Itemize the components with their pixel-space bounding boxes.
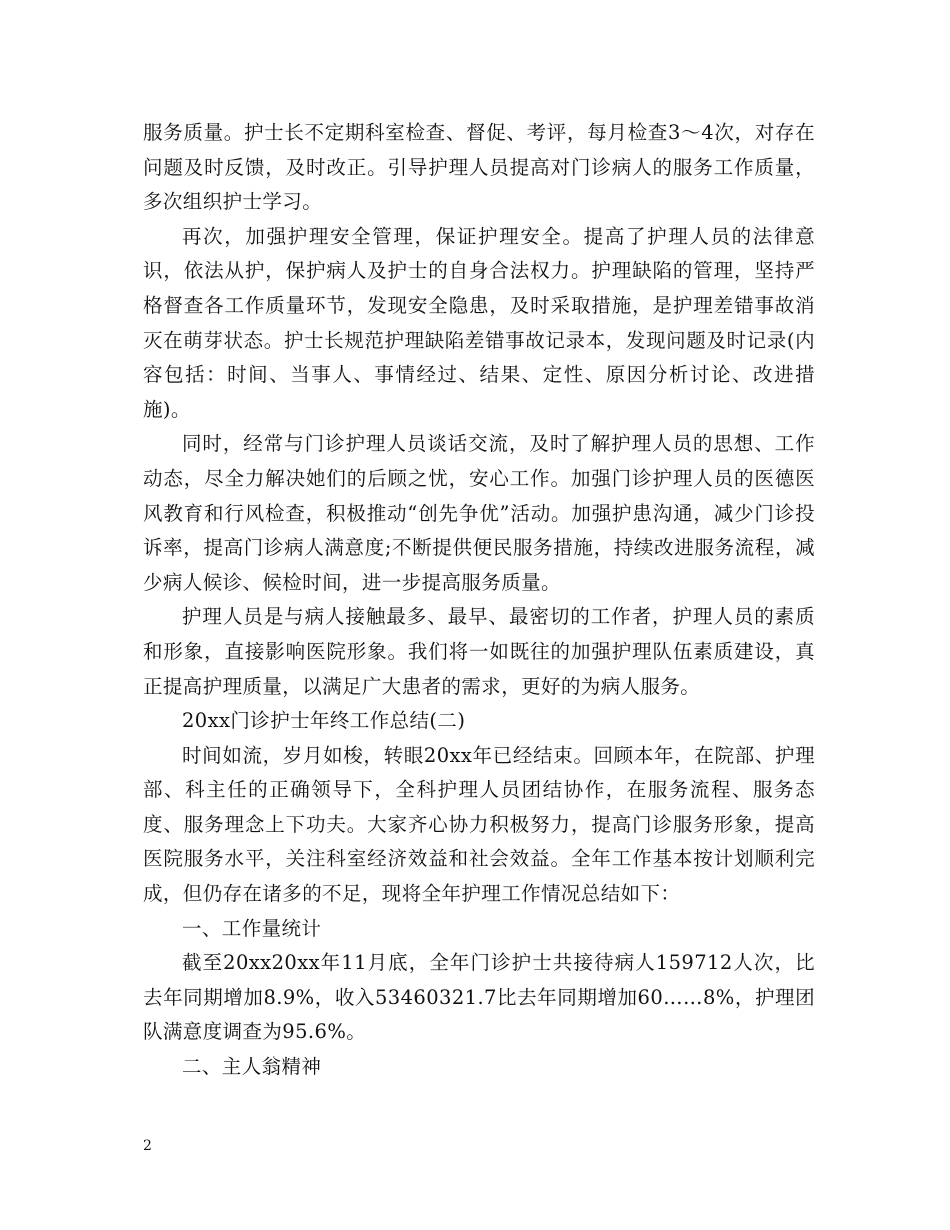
page-number: 2 [143,1138,152,1154]
paragraph-workload-figures: 截至20xx20xx年11月底，全年门诊护士共接待病人159712人次，比去年同期增加8.9%，收入53460321.7比去年同期增加60……8%，护理团队满意度调查为95.6%。 [143,951,815,1044]
heading-ownership-spirit: 二、主人翁精神 [182,1055,322,1079]
heading-workload-statistics: 一、工作量统计 [182,916,322,940]
paragraph-safety-management: 再次，加强护理安全管理，保证护理安全。提高了护理人员的法律意识，依法从护，保护病人及护士的自身合法权力。护理缺陷的管理，坚持严格督查各工作质量环节，发现安全隐患，及时采取措施，是护理差错事故消灭在萌芽状态。护士长规范护理缺陷差错事故记录本，发现问题及时记录(内容包括：时间、当事人、事情经过、结果、定性、原因分析讨论、改进措施)。 [143,224,815,421]
paragraph-communication: 同时，经常与门诊护理人员谈话交流，及时了解护理人员的思想、工作动态，尽全力解决她们的后顾之忧，安心工作。加强门诊护理人员的医德医风教育和行风检查，积极推动“创先争优”活动。加强护患沟通，减少门诊投诉率，提高门诊病人满意度;不断提供便民服务措施，持续改进服务流程，减少病人候诊、候检时间，进一步提高服务质量。 [143,432,815,594]
document-body [143,116,815,1085]
paragraph-service-quality: 服务质量。护士长不定期科室检查、督促、考评，每月检查3～4次，对存在问题及时反馈，及时改正。引导护理人员提高对门诊病人的服务工作质量，多次组织护士学习。 [143,121,815,214]
paragraph-staff-quality: 护理人员是与病人接触最多、最早、最密切的工作者，护理人员的素质和形象，直接影响医院形象。我们将一如既往的加强护理队伍素质建设，真正提高护理质量，以满足广大患者的需求，更好的为病人服务。 [143,605,815,698]
paragraph-year-review: 时间如流，岁月如梭，转眼20xx年已经结束。回顾本年，在院部、护理部、科主任的正确领导下，全科护理人员团结协作，在服务流程、服务态度、服务理念上下功夫。大家齐心协力积极努力，提高门诊服务形象，提高医院服务水平，关注科室经济效益和社会效益。全年工作基本按计划顺利完成，但仍存在诸多的不足，现将全年护理工作情况总结如下： [143,743,815,906]
section-title-summary-two: 20xx门诊护士年终工作总结(二) [182,709,466,733]
